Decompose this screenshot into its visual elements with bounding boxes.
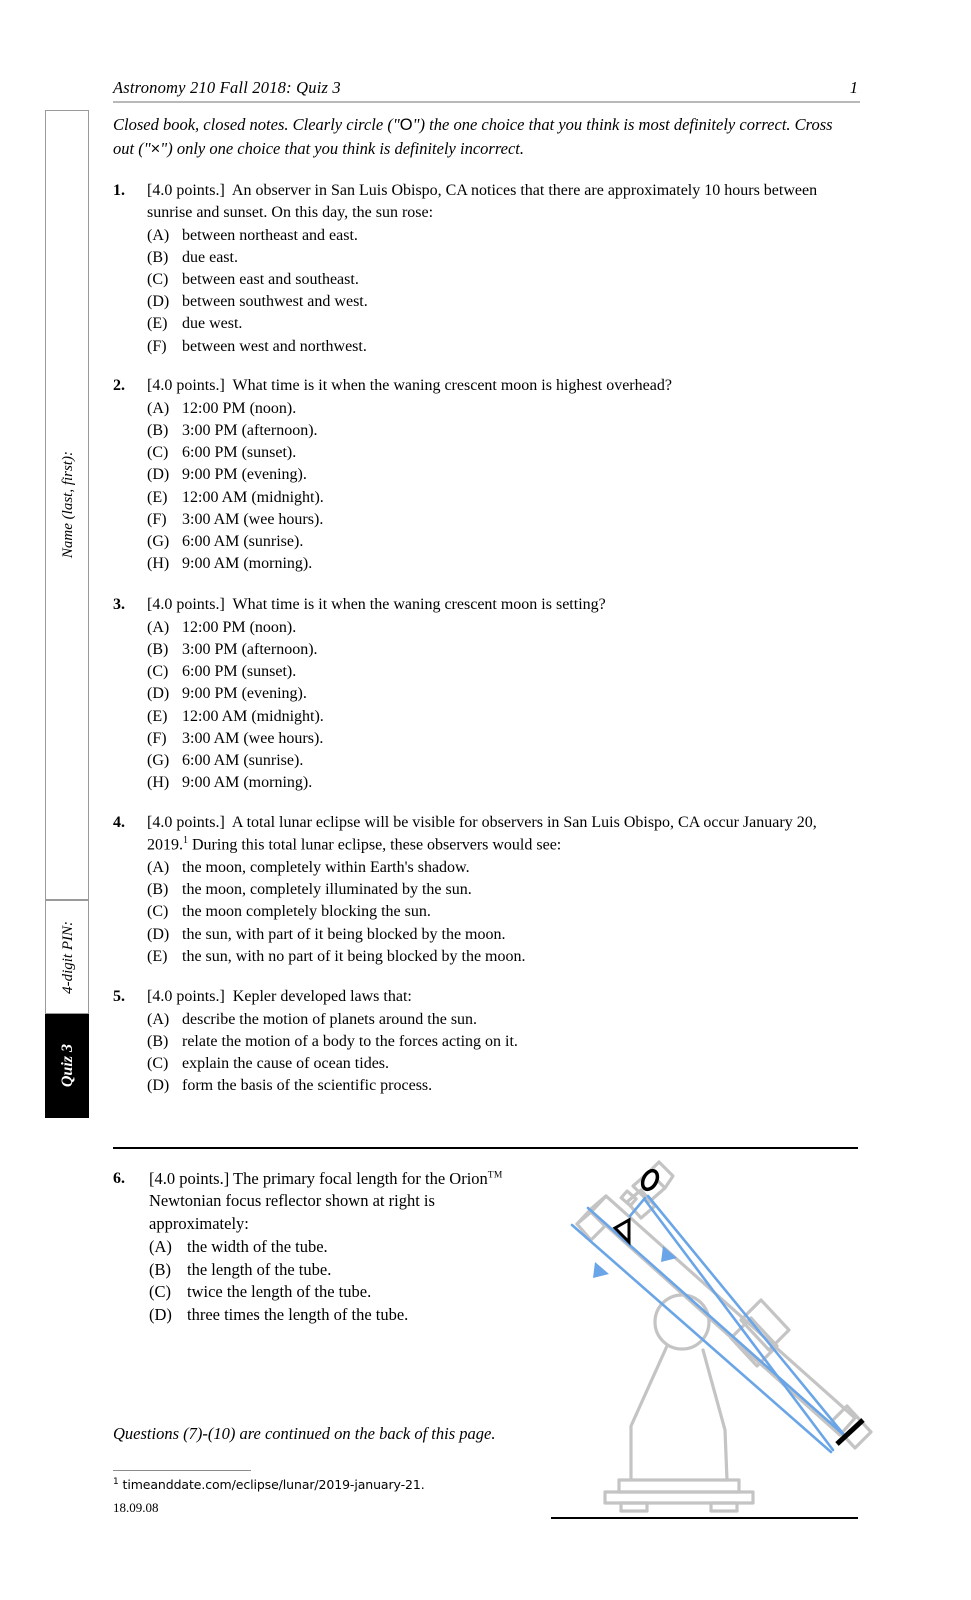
question-5-points: [4.0 points.] <box>147 988 225 1005</box>
question-2-stem <box>147 375 833 397</box>
sidebar-pin-label: 4-digit PIN: <box>59 920 76 994</box>
option-row[interactable] <box>147 728 833 750</box>
option-text: 6:00 AM (sunrise). <box>182 532 304 550</box>
student-info-sidebar <box>45 110 89 1118</box>
option-row[interactable] <box>147 706 833 728</box>
reflected-ray-lower <box>645 1200 833 1450</box>
question-5-stem <box>147 986 833 1008</box>
option-row[interactable] <box>147 398 833 420</box>
option-label: (A) <box>147 1010 170 1028</box>
option-label: (D) <box>147 685 170 703</box>
option-row[interactable] <box>147 1053 833 1075</box>
eyepiece-lens <box>640 1168 661 1192</box>
question-6-stem <box>149 1168 533 1235</box>
sidebar-pin-wrap <box>46 901 90 1013</box>
option-label: (D) <box>149 1305 172 1325</box>
option-row[interactable] <box>147 247 833 269</box>
option-text: 12:00 AM (midnight). <box>182 488 324 506</box>
question-6 <box>113 1168 533 1327</box>
option-row[interactable] <box>147 313 833 335</box>
page-header <box>113 78 860 103</box>
option-row[interactable] <box>147 420 833 442</box>
option-label: (F) <box>147 337 167 355</box>
page-number: 1 <box>849 78 858 97</box>
question-6-points: [4.0 points.] <box>149 1169 230 1188</box>
base-right-side <box>703 1350 727 1480</box>
instructions-line2-b: ") only one choice that you think is definitely incorrect. <box>160 139 524 159</box>
continued-note: Questions (7)-(10) are continued on the back of this page. <box>113 1424 496 1443</box>
option-label: (C) <box>147 903 169 921</box>
instructions-text <box>113 113 833 162</box>
sidebar-quiz-tab <box>45 1014 89 1118</box>
base-platform <box>619 1480 739 1492</box>
option-label: (E) <box>147 488 168 506</box>
question-4-text-part1: A total lunar eclipse will be visible for observers in San Luis Obispo, CA occur January 20, 2019. <box>147 814 817 854</box>
option-label: (H) <box>147 774 170 791</box>
newtonian-reflector-diagram <box>545 1150 875 1525</box>
option-row[interactable] <box>147 617 833 639</box>
footnote-number: 1 <box>113 1477 119 1487</box>
option-label: (D) <box>147 1077 170 1095</box>
option-row[interactable] <box>147 225 833 247</box>
option-text: 9:00 PM (evening). <box>182 466 307 484</box>
option-text: 3:00 PM (afternoon). <box>182 422 318 440</box>
option-label: (G) <box>147 751 170 769</box>
question-3-number: 3. <box>113 596 125 613</box>
option-text: 3:00 AM (wee hours). <box>182 729 324 747</box>
option-label: (C) <box>147 444 169 462</box>
question-4-number: 4. <box>113 814 125 831</box>
base-foot-right <box>711 1503 737 1511</box>
question-3 <box>113 594 833 794</box>
question-3-text: What time is it when the waning crescent moon is setting? <box>232 596 606 613</box>
option-label: (B) <box>147 881 169 899</box>
trademark-icon: TM <box>487 1170 503 1181</box>
instructions-line1-a: Closed book, closed notes. Clearly circle (" <box>113 115 400 134</box>
option-label: (E) <box>147 947 168 965</box>
cross-symbol-icon: × <box>150 140 161 159</box>
option-row[interactable] <box>147 1031 833 1053</box>
option-text: between west and northwest. <box>182 337 367 355</box>
option-label: (A) <box>147 399 170 417</box>
question-5-head <box>113 986 833 1008</box>
question-2-options <box>113 398 833 575</box>
question-4-head <box>113 812 833 856</box>
telescope-figure <box>545 1150 875 1525</box>
date-stamp: 18.09.08 <box>113 1500 159 1515</box>
option-text: 9:00 AM (morning). <box>182 555 313 572</box>
option-row[interactable] <box>149 1281 533 1304</box>
question-3-options <box>113 617 833 794</box>
ray-arrow-upper <box>661 1246 677 1262</box>
option-text: between northeast and east. <box>182 226 358 244</box>
question-1-stem <box>147 180 833 224</box>
option-text: 9:00 AM (morning). <box>182 774 313 791</box>
question-1 <box>113 180 833 358</box>
question-4-text-part2: During this total lunar eclipse, these observers would see: <box>188 836 562 854</box>
option-label: (F) <box>147 729 167 747</box>
option-text: form the basis of the scientific process. <box>182 1077 433 1095</box>
option-text: the sun, with part of it being blocked by the moon. <box>182 925 506 943</box>
question-2-text: What time is it when the waning crescent moon is highest overhead? <box>232 377 672 394</box>
option-row[interactable] <box>147 661 833 683</box>
question-1-points: [4.0 points.] <box>147 182 225 199</box>
footnote <box>113 1477 425 1492</box>
question-6-text-part1: The primary focal length for the Orion <box>229 1169 488 1188</box>
option-label: (C) <box>149 1282 171 1302</box>
option-row[interactable] <box>147 442 833 464</box>
question-1-head <box>113 180 833 224</box>
option-label: (B) <box>147 248 169 266</box>
ray-arrow-lower <box>593 1262 609 1278</box>
option-row[interactable] <box>147 464 833 486</box>
focus-knob <box>621 1191 636 1206</box>
option-label: (G) <box>147 532 170 550</box>
option-row[interactable] <box>147 553 833 575</box>
footnote-text: timeanddate.com/eclipse/lunar/2019-january-21. <box>118 1477 425 1493</box>
option-row[interactable] <box>147 291 833 313</box>
question-6-number: 6. <box>113 1170 125 1187</box>
option-row[interactable] <box>147 336 833 358</box>
incoming-ray-lower <box>572 1225 831 1452</box>
base-foot-left <box>621 1503 647 1511</box>
option-text: 6:00 PM (sunset). <box>182 444 297 462</box>
option-row[interactable] <box>147 857 833 879</box>
option-text: 6:00 AM (sunrise). <box>182 751 304 769</box>
option-label: (A) <box>149 1236 172 1256</box>
option-text: the length of the tube. <box>187 1259 332 1279</box>
sidebar-pin-field[interactable] <box>45 900 89 1014</box>
option-label: (D) <box>147 925 170 943</box>
option-label: (C) <box>147 271 169 289</box>
option-row[interactable] <box>147 1075 833 1097</box>
sidebar-quiz-wrap <box>46 1015 90 1117</box>
option-label: (C) <box>147 1055 169 1073</box>
question-4 <box>113 812 833 968</box>
question-6-options <box>113 1236 533 1327</box>
option-text: due east. <box>182 248 238 266</box>
question-2-points: [4.0 points.] <box>147 377 225 394</box>
option-text: 6:00 PM (sunset). <box>182 663 297 681</box>
sidebar-name-label: Name (last, first): <box>59 451 76 559</box>
base-board <box>605 1492 753 1503</box>
instructions-line2-a: correct. Cross out (" <box>113 115 833 159</box>
circle-symbol-icon: O <box>399 116 413 134</box>
option-label: (A) <box>147 226 170 244</box>
option-row[interactable] <box>147 1009 833 1031</box>
option-row[interactable] <box>147 750 833 772</box>
option-label: (A) <box>147 859 170 877</box>
option-text: 12:00 PM (noon). <box>182 399 297 417</box>
question-5 <box>113 986 833 1098</box>
option-row[interactable] <box>147 683 833 705</box>
option-row[interactable] <box>147 901 833 923</box>
page-title: Astronomy 210 Fall 2018: Quiz 3 <box>113 78 341 97</box>
option-label: (B) <box>149 1259 171 1279</box>
option-text: between southwest and west. <box>182 293 368 311</box>
question-2-head <box>113 375 833 397</box>
option-label: (F) <box>147 510 167 528</box>
sidebar-name-wrap <box>46 111 90 899</box>
option-row[interactable] <box>149 1259 533 1282</box>
option-text: relate the motion of a body to the forces acting on it. <box>182 1033 518 1051</box>
option-text: the moon, completely within Earth's shadow. <box>182 859 470 877</box>
sidebar-quiz-label: Quiz 3 <box>59 1044 76 1088</box>
footnote-separator <box>113 1470 251 1471</box>
header-row <box>113 78 860 103</box>
option-row[interactable] <box>147 946 833 968</box>
question-2-number: 2. <box>113 377 125 394</box>
option-label: (E) <box>147 315 168 333</box>
option-row[interactable] <box>147 269 833 291</box>
question-5-text: Kepler developed laws that: <box>232 988 412 1005</box>
option-label: (B) <box>147 641 169 659</box>
option-label: (B) <box>147 422 169 440</box>
option-text: the width of the tube. <box>187 1236 328 1256</box>
option-text: the moon completely blocking the sun. <box>182 903 431 921</box>
option-text: 9:00 PM (evening). <box>182 685 307 703</box>
base-left-side <box>631 1346 667 1480</box>
option-row[interactable] <box>147 924 833 946</box>
question-3-points: [4.0 points.] <box>147 596 225 613</box>
option-text: twice the length of the tube. <box>187 1282 372 1302</box>
question-4-options <box>113 857 833 968</box>
option-label: (E) <box>147 707 168 725</box>
question-1-text: An observer in San Luis Obispo, CA notices that there are approximately 10 hours between sunrise and sunset. On this day, the sun rose: <box>147 182 818 221</box>
option-row[interactable] <box>147 509 833 531</box>
option-row[interactable] <box>147 772 833 794</box>
option-text: the moon, completely illuminated by the sun. <box>182 881 472 899</box>
option-text: between east and southeast. <box>182 271 359 289</box>
question-3-stem <box>147 594 833 616</box>
question-1-number: 1. <box>113 182 125 199</box>
telescope-body-outline <box>577 1162 871 1511</box>
option-row[interactable] <box>147 487 833 509</box>
option-text: three times the length of the tube. <box>187 1305 409 1325</box>
option-row[interactable] <box>147 879 833 901</box>
option-text: 12:00 PM (noon). <box>182 618 297 636</box>
option-text: explain the cause of ocean tides. <box>182 1055 390 1073</box>
question-2 <box>113 375 833 575</box>
question-5-options <box>113 1009 833 1098</box>
option-label: (D) <box>147 293 170 311</box>
mount-bracket <box>741 1300 789 1350</box>
option-text: due west. <box>182 315 243 333</box>
footnote-marker: 1 <box>183 834 188 846</box>
sidebar-name-field[interactable] <box>45 110 89 900</box>
option-text: describe the motion of planets around the sun. <box>182 1010 478 1028</box>
option-row[interactable] <box>147 531 833 553</box>
option-row[interactable] <box>149 1304 533 1327</box>
option-label: (D) <box>147 466 170 484</box>
option-text: 3:00 PM (afternoon). <box>182 641 318 659</box>
option-label: (H) <box>147 555 170 572</box>
question-4-stem <box>147 812 833 856</box>
question-5-number: 5. <box>113 988 125 1005</box>
question-1-options <box>113 225 833 358</box>
option-label: (C) <box>147 663 169 681</box>
option-label: (B) <box>147 1033 169 1051</box>
option-text: 12:00 AM (midnight). <box>182 707 324 725</box>
section-divider-top <box>113 1147 858 1149</box>
question-6-text-part2: Newtonian focus reflector shown at right is approximately: <box>149 1191 435 1233</box>
question-4-points: [4.0 points.] <box>147 814 225 831</box>
question-6-head <box>113 1168 533 1235</box>
option-row[interactable] <box>149 1236 533 1259</box>
option-text: the sun, with no part of it being blocked by the moon. <box>182 947 526 965</box>
instructions-line1-b: ") the one choice that you think is most definitely <box>412 115 736 134</box>
question-3-head <box>113 594 833 616</box>
option-text: 3:00 AM (wee hours). <box>182 510 324 528</box>
option-label: (A) <box>147 618 170 636</box>
option-row[interactable] <box>147 639 833 661</box>
